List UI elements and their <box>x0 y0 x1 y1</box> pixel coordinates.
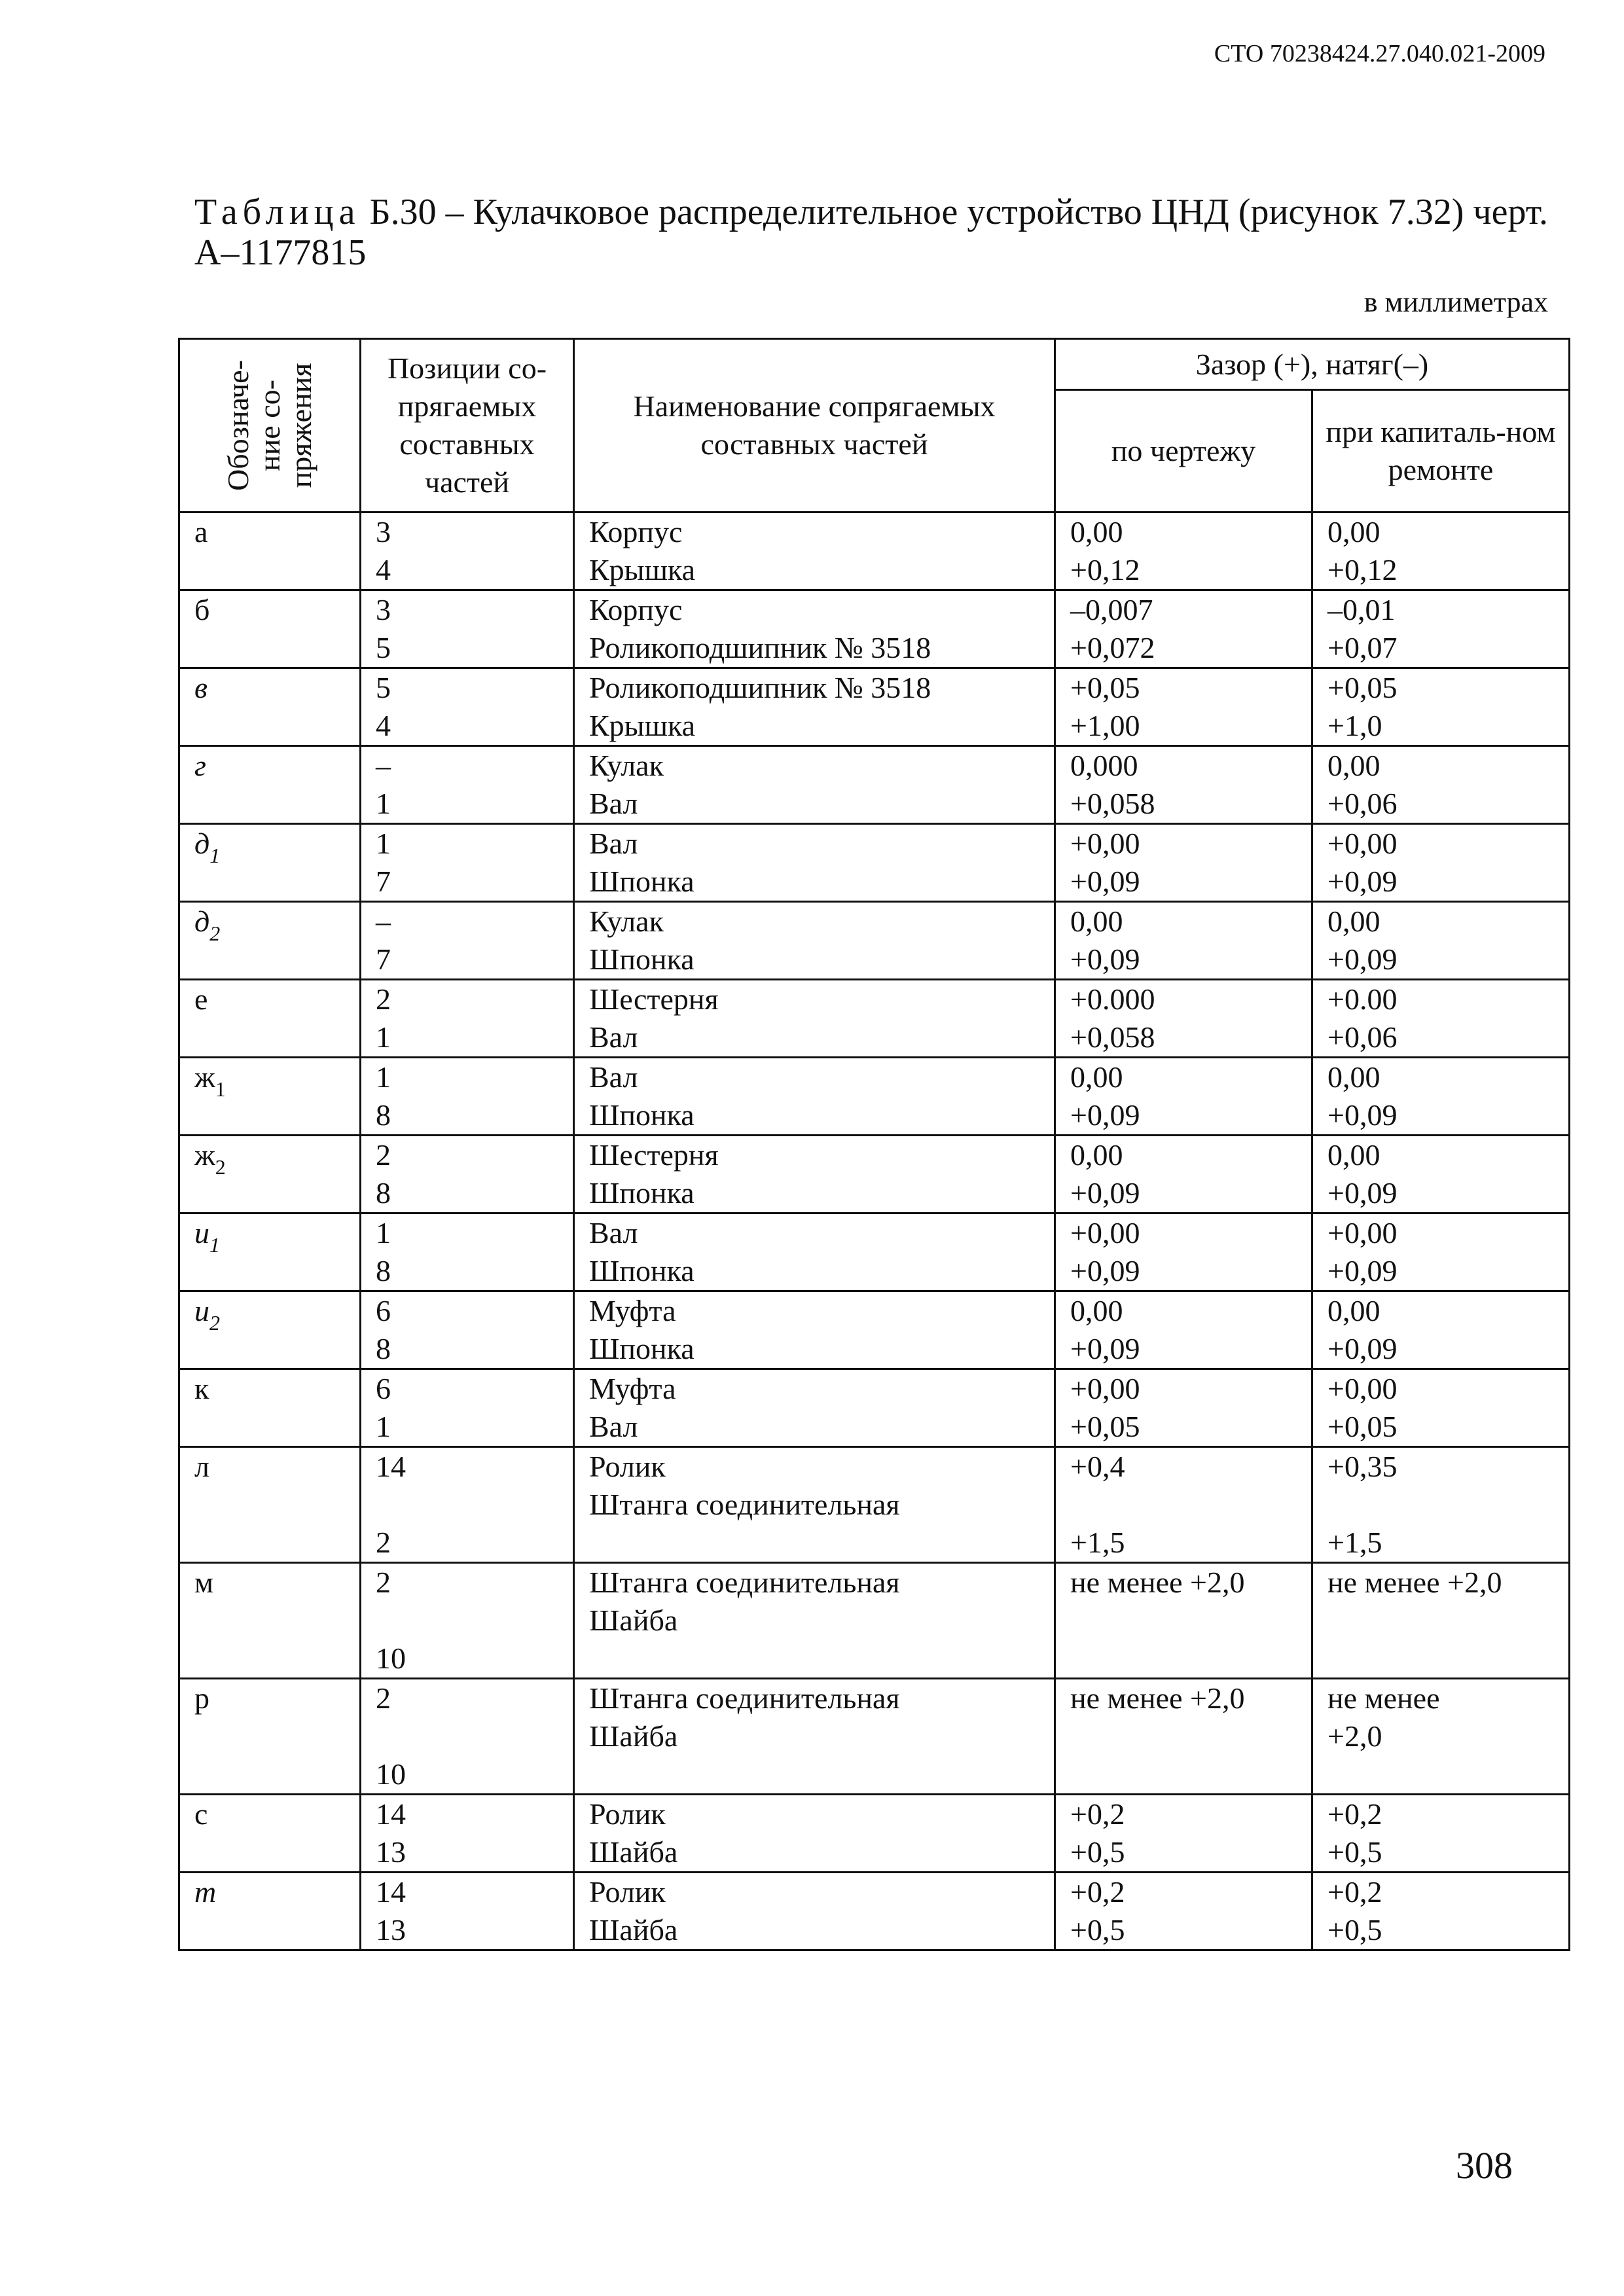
cell-positions-line: 8 <box>376 1332 391 1365</box>
mark-subscript: 1 <box>215 1077 226 1101</box>
cell-repair-line: 0,00 <box>1327 1060 1380 1094</box>
cell-positions <box>361 1447 574 1563</box>
cell-repair <box>1312 1291 1570 1369</box>
cell-positions-line: 10 <box>376 1757 406 1791</box>
cell-repair-line <box>1327 1486 1554 1524</box>
cell-names <box>574 1563 1055 1679</box>
cell-names-line: Крышка <box>589 553 696 586</box>
cell-repair-line: +0,06 <box>1327 1020 1398 1054</box>
header-mark <box>179 339 361 512</box>
cell-positions <box>361 668 574 746</box>
cell-drawing <box>1055 1563 1312 1679</box>
cell-names-line: Корпус <box>589 593 683 626</box>
cell-positions-line <box>376 1602 558 1640</box>
cell-positions-line: 14 <box>376 1450 406 1483</box>
mark-letter: т <box>194 1875 217 1909</box>
cell-drawing <box>1055 824 1312 902</box>
cell-names <box>574 824 1055 902</box>
cell-names <box>574 1136 1055 1213</box>
cell-positions-line: 1 <box>376 827 391 860</box>
cell-names <box>574 1369 1055 1447</box>
cell-positions <box>361 1213 574 1291</box>
cell-positions <box>361 1369 574 1447</box>
cell-repair-line: –0,01 <box>1327 593 1396 626</box>
cell-drawing-line: +0,05 <box>1070 671 1140 704</box>
cell-drawing <box>1055 1291 1312 1369</box>
cell-repair-line <box>1327 1640 1554 1677</box>
cell-names-line <box>589 1755 1039 1793</box>
cell-names-line: Шпонка <box>589 942 695 976</box>
mark-letter: и <box>194 1294 209 1327</box>
cell-repair-line: +0,5 <box>1327 1835 1382 1869</box>
cell-repair-line: не менее <box>1327 1681 1440 1715</box>
cell-repair <box>1312 1213 1570 1291</box>
cell-drawing-line: +0.000 <box>1070 982 1155 1016</box>
cell-names-line: Шестерня <box>589 1138 719 1172</box>
cell-names-line: Шпонка <box>589 1176 695 1210</box>
cell-names <box>574 1058 1055 1136</box>
cell-drawing-line: 0,00 <box>1070 515 1123 548</box>
cell-mark <box>179 1795 361 1873</box>
units-note: в миллиметрах <box>1363 286 1548 318</box>
cell-repair-line: 0,00 <box>1327 905 1380 938</box>
mark-letter: р <box>194 1681 209 1715</box>
cell-positions-line: 7 <box>376 865 391 898</box>
cell-repair-line: +0,2 <box>1327 1797 1382 1831</box>
mark-letter: е <box>194 982 208 1016</box>
cell-names-line: Вал <box>589 1020 638 1054</box>
cell-repair-line: 0,00 <box>1327 749 1380 782</box>
table-row <box>179 1679 1570 1795</box>
cell-drawing <box>1055 1136 1312 1213</box>
cell-positions-line: 8 <box>376 1098 391 1132</box>
mark-subscript: 1 <box>209 844 221 867</box>
cell-positions-line: – <box>376 749 391 782</box>
cell-names <box>574 668 1055 746</box>
mark-subscript: 2 <box>209 922 221 945</box>
cell-drawing-line: +0,05 <box>1070 1410 1140 1443</box>
cell-positions-line: 5 <box>376 631 391 664</box>
cell-positions <box>361 1291 574 1369</box>
cell-repair <box>1312 1447 1570 1563</box>
header-mark-text: Обозначе-ние со-пряжения <box>221 360 317 491</box>
cell-drawing-line <box>1070 1640 1297 1677</box>
cell-drawing-line: +1,5 <box>1070 1526 1125 1559</box>
cell-repair-line: +2,0 <box>1327 1719 1382 1753</box>
cell-repair-line: +0,09 <box>1327 1098 1398 1132</box>
cell-positions-line: 7 <box>376 942 391 976</box>
cell-drawing-line: +1,00 <box>1070 709 1140 742</box>
cell-names-line: Ролик <box>589 1797 666 1831</box>
cell-names <box>574 980 1055 1058</box>
mark-letter: д <box>194 827 210 860</box>
cell-repair-line: не менее +2,0 <box>1327 1566 1502 1599</box>
cell-positions <box>361 1136 574 1213</box>
cell-names <box>574 512 1055 590</box>
cell-positions-line: 2 <box>376 1138 391 1172</box>
cell-names-line: Ролик <box>589 1875 666 1909</box>
cell-positions-line: 4 <box>376 553 391 586</box>
cell-names <box>574 1213 1055 1291</box>
cell-drawing-line <box>1070 1755 1297 1793</box>
cell-repair <box>1312 1795 1570 1873</box>
header-gap: Зазор (+), натяг(–) <box>1055 339 1570 390</box>
cell-repair-line: +0,00 <box>1327 1216 1398 1249</box>
cell-names <box>574 902 1055 980</box>
cell-names-line: Шайба <box>589 1719 678 1753</box>
cell-repair <box>1312 1136 1570 1213</box>
cell-drawing <box>1055 1795 1312 1873</box>
cell-mark <box>179 746 361 824</box>
cell-drawing-line: +0,00 <box>1070 827 1140 860</box>
cell-drawing-line: +0,09 <box>1070 1176 1140 1210</box>
cell-repair-line <box>1327 1602 1554 1640</box>
cell-names-line: Вал <box>589 1410 638 1443</box>
cell-drawing-line <box>1070 1602 1297 1640</box>
table-row <box>179 668 1570 746</box>
cell-repair <box>1312 1873 1570 1950</box>
cell-drawing-line: +0,00 <box>1070 1372 1140 1405</box>
cell-drawing-line: +0,2 <box>1070 1875 1125 1909</box>
cell-drawing-line: +0,5 <box>1070 1835 1125 1869</box>
cell-repair-line: 0,00 <box>1327 1294 1380 1327</box>
mark-letter: с <box>194 1797 208 1831</box>
cell-names <box>574 1291 1055 1369</box>
table-row <box>179 1058 1570 1136</box>
cell-names-line: Вал <box>589 827 638 860</box>
table-title <box>194 192 1549 273</box>
cell-positions-line: 8 <box>376 1176 391 1210</box>
mark-subscript: 2 <box>209 1311 220 1335</box>
cell-repair-line: 0,00 <box>1327 515 1380 548</box>
table-row <box>179 902 1570 980</box>
table-title-text: Б.30 – Кулачковое распределительное устройство ЦНД (рисунок 7.32) черт. А–1177815 <box>194 192 1548 273</box>
cell-drawing <box>1055 980 1312 1058</box>
cell-positions-line: 3 <box>376 593 391 626</box>
cell-repair-line: +0,00 <box>1327 827 1398 860</box>
cell-names-line: Муфта <box>589 1372 676 1405</box>
mark-letter: г <box>194 749 206 782</box>
cell-mark <box>179 902 361 980</box>
cell-repair-line: +0,05 <box>1327 1410 1398 1443</box>
cell-mark <box>179 1213 361 1291</box>
cell-repair-line: +0,09 <box>1327 865 1398 898</box>
cell-positions-line: 4 <box>376 709 391 742</box>
cell-repair <box>1312 590 1570 668</box>
cell-positions-line: 1 <box>376 787 391 820</box>
header-positions: Позиции со-прягаемых составных частей <box>361 339 574 512</box>
cell-names <box>574 746 1055 824</box>
header-drawing: по чертежу <box>1055 390 1312 512</box>
cell-names-line: Шайба <box>589 1835 678 1869</box>
cell-names <box>574 1447 1055 1563</box>
cell-positions-line: 2 <box>376 1681 391 1715</box>
cell-drawing-line: +0,09 <box>1070 1254 1140 1287</box>
cell-positions <box>361 746 574 824</box>
cell-mark <box>179 1369 361 1447</box>
cell-positions-line: 14 <box>376 1797 406 1831</box>
cell-mark <box>179 1873 361 1950</box>
cell-drawing-line: 0,00 <box>1070 1294 1123 1327</box>
mark-letter: б <box>194 593 210 626</box>
cell-repair <box>1312 746 1570 824</box>
cell-positions-line: 1 <box>376 1020 391 1054</box>
cell-drawing-line: +0,09 <box>1070 865 1140 898</box>
cell-positions <box>361 980 574 1058</box>
document-code: СТО 70238424.27.040.021-2009 <box>1214 40 1545 67</box>
cell-drawing-line: 0,00 <box>1070 1138 1123 1172</box>
cell-mark <box>179 824 361 902</box>
cell-names-line: Штанга соединительная <box>589 1681 900 1715</box>
spec-table <box>178 338 1570 1951</box>
cell-repair-line: +1,5 <box>1327 1526 1382 1559</box>
cell-drawing-line: +0,072 <box>1070 631 1155 664</box>
cell-drawing <box>1055 1369 1312 1447</box>
table-body <box>179 512 1570 1950</box>
cell-positions-line: 1 <box>376 1410 391 1443</box>
cell-repair-line: +0,07 <box>1327 631 1398 664</box>
cell-positions-line <box>376 1717 558 1755</box>
cell-positions-line: 3 <box>376 515 391 548</box>
cell-positions-line: 2 <box>376 1566 391 1599</box>
cell-names <box>574 1795 1055 1873</box>
cell-positions <box>361 1563 574 1679</box>
cell-names <box>574 1679 1055 1795</box>
cell-drawing-line: +0,09 <box>1070 942 1140 976</box>
cell-names-line: Ролик <box>589 1450 666 1483</box>
cell-repair <box>1312 1679 1570 1795</box>
cell-drawing <box>1055 902 1312 980</box>
cell-positions <box>361 902 574 980</box>
cell-names-line <box>589 1524 1039 1562</box>
cell-positions-line: 13 <box>376 1913 406 1946</box>
cell-drawing-line: +0,12 <box>1070 553 1140 586</box>
cell-names <box>574 590 1055 668</box>
cell-positions-line: 13 <box>376 1835 406 1869</box>
mark-letter: ж <box>194 1138 215 1172</box>
cell-names-line: Вал <box>589 787 638 820</box>
cell-drawing <box>1055 1873 1312 1950</box>
table-row <box>179 1873 1570 1950</box>
cell-positions-line: 8 <box>376 1254 391 1287</box>
mark-letter: м <box>194 1566 214 1599</box>
mark-letter: и <box>194 1216 209 1249</box>
cell-names-line: Вал <box>589 1216 638 1249</box>
mark-letter: к <box>194 1372 209 1405</box>
cell-positions-line: 6 <box>376 1294 391 1327</box>
cell-drawing <box>1055 1213 1312 1291</box>
cell-repair-line: +0,09 <box>1327 1332 1398 1365</box>
cell-names-line: Вал <box>589 1060 638 1094</box>
cell-names-line: Крышка <box>589 709 696 742</box>
cell-drawing <box>1055 668 1312 746</box>
cell-repair-line: +0,00 <box>1327 1372 1398 1405</box>
mark-subscript: 2 <box>215 1155 226 1179</box>
cell-positions-line: 1 <box>376 1216 391 1249</box>
cell-repair-line: +0,05 <box>1327 671 1398 704</box>
cell-names-line: Муфта <box>589 1294 676 1327</box>
cell-positions-line: 2 <box>376 982 391 1016</box>
cell-names-line: Роликоподшипник № 3518 <box>589 671 931 704</box>
cell-names-line: Штанга соединительная <box>589 1488 900 1521</box>
cell-repair-line: +0,12 <box>1327 553 1398 586</box>
cell-drawing-line: +0,2 <box>1070 1797 1125 1831</box>
table-row <box>179 824 1570 902</box>
cell-mark <box>179 1136 361 1213</box>
cell-names-line: Шпонка <box>589 865 695 898</box>
cell-repair <box>1312 824 1570 902</box>
cell-drawing-line: не менее +2,0 <box>1070 1566 1245 1599</box>
table-row <box>179 512 1570 590</box>
cell-names <box>574 1873 1055 1950</box>
cell-repair-line: +0,09 <box>1327 1254 1398 1287</box>
cell-mark <box>179 512 361 590</box>
cell-positions-line: 14 <box>376 1875 406 1909</box>
cell-names-line: Роликоподшипник № 3518 <box>589 631 931 664</box>
table-row <box>179 746 1570 824</box>
cell-drawing <box>1055 512 1312 590</box>
cell-mark <box>179 1563 361 1679</box>
cell-drawing-line: +0,09 <box>1070 1332 1140 1365</box>
cell-positions-line: 1 <box>376 1060 391 1094</box>
cell-drawing <box>1055 1447 1312 1563</box>
cell-positions <box>361 1873 574 1950</box>
cell-repair-line: 0,00 <box>1327 1138 1380 1172</box>
cell-mark <box>179 668 361 746</box>
cell-names-line: Шайба <box>589 1604 678 1637</box>
mark-letter: а <box>194 515 208 548</box>
cell-positions <box>361 1795 574 1873</box>
cell-drawing-line: +0,5 <box>1070 1913 1125 1946</box>
cell-names-line: Шайба <box>589 1913 678 1946</box>
cell-drawing-line: +0,058 <box>1070 787 1155 820</box>
table-row <box>179 1291 1570 1369</box>
cell-drawing-line: +0,09 <box>1070 1098 1140 1132</box>
cell-drawing-line <box>1070 1486 1297 1524</box>
cell-positions <box>361 590 574 668</box>
cell-drawing-line: 0,00 <box>1070 1060 1123 1094</box>
cell-repair-line: +0.00 <box>1327 982 1398 1016</box>
cell-names-line: Штанга соединительная <box>589 1566 900 1599</box>
cell-positions-line: 5 <box>376 671 391 704</box>
cell-positions-line: – <box>376 905 391 938</box>
cell-drawing-line: 0,000 <box>1070 749 1138 782</box>
mark-letter: в <box>194 671 208 704</box>
cell-positions-line: 10 <box>376 1641 406 1675</box>
table-row <box>179 1563 1570 1679</box>
cell-positions <box>361 824 574 902</box>
cell-repair-line: +0,06 <box>1327 787 1398 820</box>
table-row <box>179 1369 1570 1447</box>
cell-positions-line <box>376 1486 558 1524</box>
cell-names-line <box>589 1640 1039 1677</box>
cell-drawing-line <box>1070 1717 1297 1755</box>
cell-mark <box>179 1058 361 1136</box>
cell-names-line: Шпонка <box>589 1332 695 1365</box>
cell-mark <box>179 590 361 668</box>
header-name: Наименование сопрягаемых составных частей <box>574 339 1055 512</box>
table-row <box>179 980 1570 1058</box>
cell-repair-line: +0,35 <box>1327 1450 1398 1483</box>
cell-repair <box>1312 902 1570 980</box>
cell-repair-line: +0,5 <box>1327 1913 1382 1946</box>
cell-drawing-line: –0,007 <box>1070 593 1153 626</box>
cell-positions <box>361 512 574 590</box>
cell-names-line: Шпонка <box>589 1098 695 1132</box>
cell-drawing <box>1055 590 1312 668</box>
table-row <box>179 590 1570 668</box>
cell-names-line: Шестерня <box>589 982 719 1016</box>
cell-drawing-line: +0,00 <box>1070 1216 1140 1249</box>
cell-repair <box>1312 1058 1570 1136</box>
cell-drawing-line: 0,00 <box>1070 905 1123 938</box>
page-number: 308 <box>1456 2144 1513 2187</box>
cell-positions-line: 6 <box>376 1372 391 1405</box>
cell-positions <box>361 1058 574 1136</box>
mark-letter: ж <box>194 1060 215 1094</box>
cell-repair-line: +0,09 <box>1327 942 1398 976</box>
table-row <box>179 1447 1570 1563</box>
mark-letter: д <box>194 905 210 938</box>
mark-subscript: 1 <box>209 1233 220 1257</box>
cell-mark <box>179 980 361 1058</box>
cell-mark <box>179 1679 361 1795</box>
table-row <box>179 1136 1570 1213</box>
cell-drawing <box>1055 746 1312 824</box>
cell-drawing <box>1055 1679 1312 1795</box>
cell-names-line: Кулак <box>589 905 664 938</box>
cell-names-line: Корпус <box>589 515 683 548</box>
table-row <box>179 1795 1570 1873</box>
cell-repair <box>1312 512 1570 590</box>
cell-names-line: Кулак <box>589 749 664 782</box>
table-row <box>179 1213 1570 1291</box>
cell-drawing-line: не менее +2,0 <box>1070 1681 1245 1715</box>
cell-repair-line: +0,2 <box>1327 1875 1382 1909</box>
cell-repair <box>1312 1369 1570 1447</box>
cell-repair <box>1312 668 1570 746</box>
cell-drawing-line: +0,4 <box>1070 1450 1125 1483</box>
cell-positions <box>361 1679 574 1795</box>
cell-names-line: Шпонка <box>589 1254 695 1287</box>
cell-repair-line: +0,09 <box>1327 1176 1398 1210</box>
cell-mark <box>179 1447 361 1563</box>
cell-repair <box>1312 980 1570 1058</box>
mark-letter: л <box>194 1450 209 1483</box>
cell-drawing <box>1055 1058 1312 1136</box>
header-repair: при капиталь-ном ремонте <box>1312 390 1570 512</box>
cell-mark <box>179 1291 361 1369</box>
cell-repair-line <box>1327 1755 1554 1793</box>
cell-repair <box>1312 1563 1570 1679</box>
cell-drawing-line: +0,058 <box>1070 1020 1155 1054</box>
cell-repair-line: +1,0 <box>1327 709 1382 742</box>
table-title-label: Таблица <box>194 192 361 232</box>
cell-positions-line: 2 <box>376 1526 391 1559</box>
